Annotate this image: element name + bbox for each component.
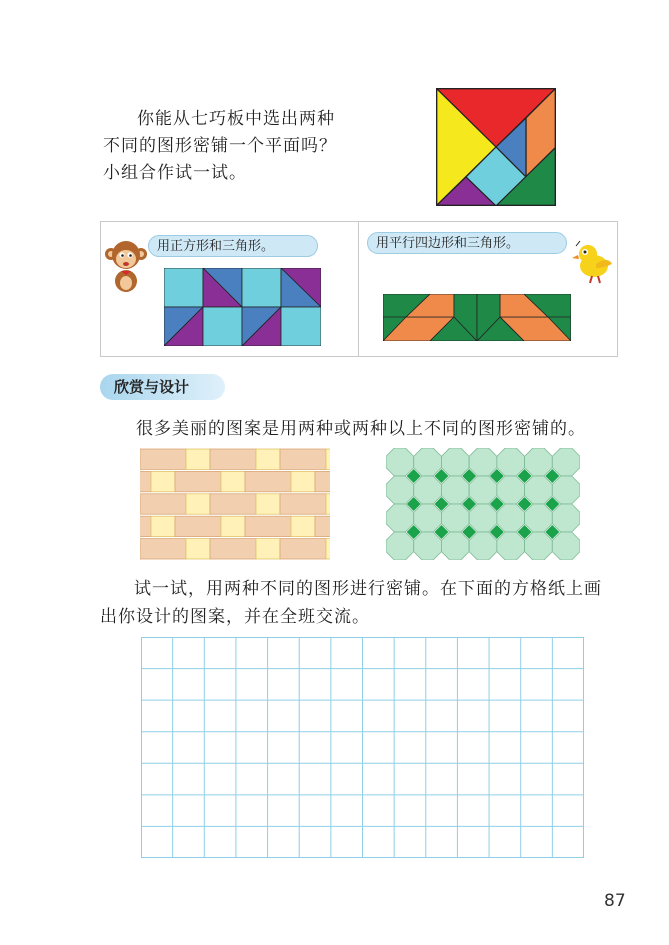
gap-square	[186, 449, 210, 469]
task-paragraph	[100, 575, 630, 631]
brick-tile	[140, 494, 186, 514]
parallelogram-triangle-tiling	[383, 294, 571, 341]
square-triangle-tiling	[164, 268, 321, 346]
section-heading: 欣赏与设计	[100, 374, 225, 400]
intro-paragraph	[103, 106, 373, 187]
octagon-tile	[386, 504, 414, 532]
octagon-tile	[469, 504, 497, 532]
examples-divider	[358, 222, 359, 356]
octagon-tile	[441, 532, 469, 560]
brick-tile	[140, 471, 151, 491]
brick-tile	[280, 494, 326, 514]
gap-square	[256, 494, 280, 514]
octagon-tile	[469, 476, 497, 504]
task-line-1: 试一试，用两种不同的图形进行密铺。在下面的方格纸上画	[134, 579, 602, 599]
grid-paper[interactable]	[141, 637, 584, 858]
brick-tile	[315, 516, 330, 536]
octagon-tile	[414, 504, 442, 532]
appreciate-text: 很多美丽的图案是用两种或两种以上不同的图形密铺的。	[136, 419, 586, 439]
brick-tile	[280, 449, 326, 469]
brick-tile	[210, 539, 256, 559]
octagon-tile	[525, 448, 553, 476]
gap-square	[186, 539, 210, 559]
octagon-tile	[497, 532, 525, 560]
octagon-tile	[525, 532, 553, 560]
brick-tile	[245, 516, 291, 536]
octagon-tile	[525, 504, 553, 532]
octagon-tile	[497, 504, 525, 532]
octagon-tile	[441, 476, 469, 504]
monkey-icon	[103, 238, 149, 294]
gap-square	[151, 516, 175, 536]
task-line-2: 出你设计的图案，并在全班交流。	[100, 607, 370, 627]
octagon-tile	[525, 476, 553, 504]
brick-tile	[210, 494, 256, 514]
octagon-tile	[441, 448, 469, 476]
brick-tile	[280, 539, 326, 559]
brick-tile	[175, 471, 221, 491]
parallelogram-triangle-bubble: 用平行四边形和三角形。	[367, 232, 567, 254]
brick-tile	[245, 471, 291, 491]
gap-square	[256, 539, 280, 559]
bird-icon	[568, 238, 616, 286]
square-triangle-bubble: 用正方形和三角形。	[148, 235, 318, 257]
octagon-tile	[552, 476, 580, 504]
octagon-tile	[497, 476, 525, 504]
brick-tile	[210, 449, 256, 469]
brick-tile	[140, 516, 151, 536]
gap-square	[186, 494, 210, 514]
brick-tile	[140, 449, 186, 469]
octagon-tile	[386, 448, 414, 476]
octagon-tile	[469, 448, 497, 476]
octagon-tile	[386, 476, 414, 504]
octagon-tile	[469, 532, 497, 560]
octagon-tile	[414, 532, 442, 560]
octagon-tile	[552, 532, 580, 560]
tangram-square-image	[436, 88, 556, 206]
intro-line-2: 不同的图形密铺一个平面吗？	[103, 136, 337, 156]
octagon-tile	[552, 448, 580, 476]
octagon-tile	[414, 476, 442, 504]
octagon-tile	[552, 504, 580, 532]
gap-square	[291, 471, 315, 491]
intro-line-3: 小组合作试一试。	[103, 163, 247, 183]
octagon-tile	[497, 448, 525, 476]
brick-tile	[315, 471, 330, 491]
gap-square	[326, 494, 330, 514]
gap-square	[326, 449, 330, 469]
brick-tiling-pattern	[140, 448, 330, 560]
octagon-tile	[414, 448, 442, 476]
gap-square	[151, 471, 175, 491]
page-number: 87	[604, 891, 626, 911]
gap-square	[221, 471, 245, 491]
brick-tile	[175, 516, 221, 536]
gap-square	[256, 449, 280, 469]
intro-line-1: 你能从七巧板中选出两种	[137, 109, 335, 129]
brick-tile	[140, 539, 186, 559]
octagon-tile	[441, 504, 469, 532]
gap-square	[291, 516, 315, 536]
octagon-square-tiling-pattern	[386, 448, 580, 560]
gap-square	[326, 539, 330, 559]
octagon-tile	[386, 532, 414, 560]
gap-square	[221, 516, 245, 536]
